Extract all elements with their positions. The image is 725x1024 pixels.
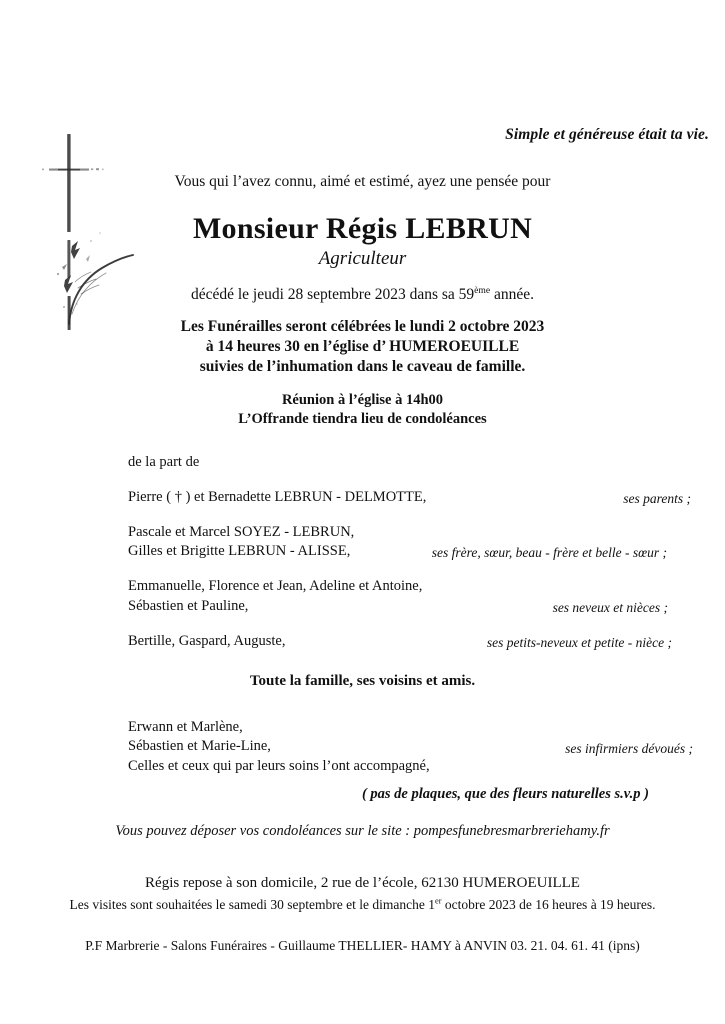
funeral-line-1: Les Funérailles seront célébrées le lundi 2 octobre 2023 [180, 318, 545, 335]
family-name-line: Bertille, Gaspard, Auguste, [128, 632, 286, 649]
caregiver-name-line: Celles et ceux qui par leurs soins l’ont accompagné, [128, 757, 430, 774]
funeral-details-block [0, 317, 725, 376]
family-relation-label: ses neveux et nièces ; [552, 599, 668, 615]
gathering-line-1: Réunion à l’église à 14h00 [281, 392, 444, 408]
all-family-line: Toute la famille, ses voisins et amis. [249, 673, 476, 689]
gathering-details-block [0, 391, 725, 429]
intro-text: Vous qui l’avez connu, aimé et estimé, ayez une pensée pour [174, 173, 551, 190]
visits-date-ordinal-suffix: er [434, 896, 442, 906]
visits-suffix: octobre 2023 de 16 heures à 19 heures. [441, 897, 656, 912]
family-name-line: Emmanuelle, Florence et Jean, Adeline et Antoine, [128, 578, 423, 595]
death-announcement-suffix: année. [490, 286, 535, 303]
family-group-parents [128, 488, 693, 507]
family-names [128, 577, 548, 615]
visits-prefix: Les visites sont souhaitées le samedi 30 septembre et le dimanche 1 [69, 897, 435, 912]
death-announcement [0, 286, 725, 304]
family-name-line: Pierre ( † ) et Bernadette LEBRUN - DELMOTTE, [128, 489, 427, 505]
caregiver-name-line: Sébastien et Marie-Line, [128, 738, 271, 755]
family-relation-label: ses parents ; [623, 491, 691, 507]
death-announcement-prefix: décédé le jeudi 28 septembre 2023 dans sa 59 [190, 286, 475, 303]
family-group-grand-nephews [128, 632, 693, 651]
family-listing [128, 454, 693, 667]
from-label: de la part de [128, 454, 200, 470]
funeral-line-3: suivies de l’inhumation dans le caveau de famille. [199, 357, 526, 375]
profession-text: Agriculteur [318, 248, 407, 269]
epitaph-text: Simple et généreuse était ta vie. [505, 126, 709, 143]
visiting-hours-line [0, 897, 725, 913]
condolences-website-line: Vous pouvez déposer vos condoléances sur le site : pompesfunebresmarbreriehamy.fr [115, 823, 610, 839]
family-group-siblings [128, 523, 693, 561]
deceased-name: Monsieur Régis LEBRUN [192, 212, 533, 245]
family-group-nephews-nieces [128, 577, 693, 615]
flowers-note: ( pas de plaques, que des fleurs naturelles s.v.p ) [361, 786, 649, 802]
caregiver-relation-label: ses infirmiers dévoués ; [565, 741, 693, 756]
family-relation-label: ses frère, sœur, beau - frère et belle - sœur ; [431, 545, 667, 561]
family-name-line: Sébastien et Pauline, [128, 597, 249, 614]
family-names [128, 632, 548, 651]
repose-address-line: Régis repose à son domicile, 2 rue de l’école, 62130 HUMEROEUILLE [145, 875, 580, 891]
family-names [128, 488, 548, 507]
gathering-line-2: L’Offrande tiendra lieu de condoléances [238, 410, 487, 427]
family-relation-label: ses petits-neveux et petite - nièce ; [486, 634, 672, 650]
funeral-home-footer: P.F Marbrerie - Salons Funéraires - Guillaume THELLIER- HAMY à ANVIN 03. 21. 04. 61. 41 (ipns) [85, 938, 640, 953]
family-name-line: Gilles et Brigitte LEBRUN - ALISSE, [128, 543, 351, 560]
death-age-ordinal-suffix: ème [474, 284, 491, 296]
caregiver-name-line: Erwann et Marlène, [128, 719, 243, 735]
funeral-line-2: à 14 heures 30 en l’église d’ HUMEROEUILLE [205, 337, 520, 355]
family-name-line: Pascale et Marcel SOYEZ - LEBRUN, [128, 524, 355, 541]
